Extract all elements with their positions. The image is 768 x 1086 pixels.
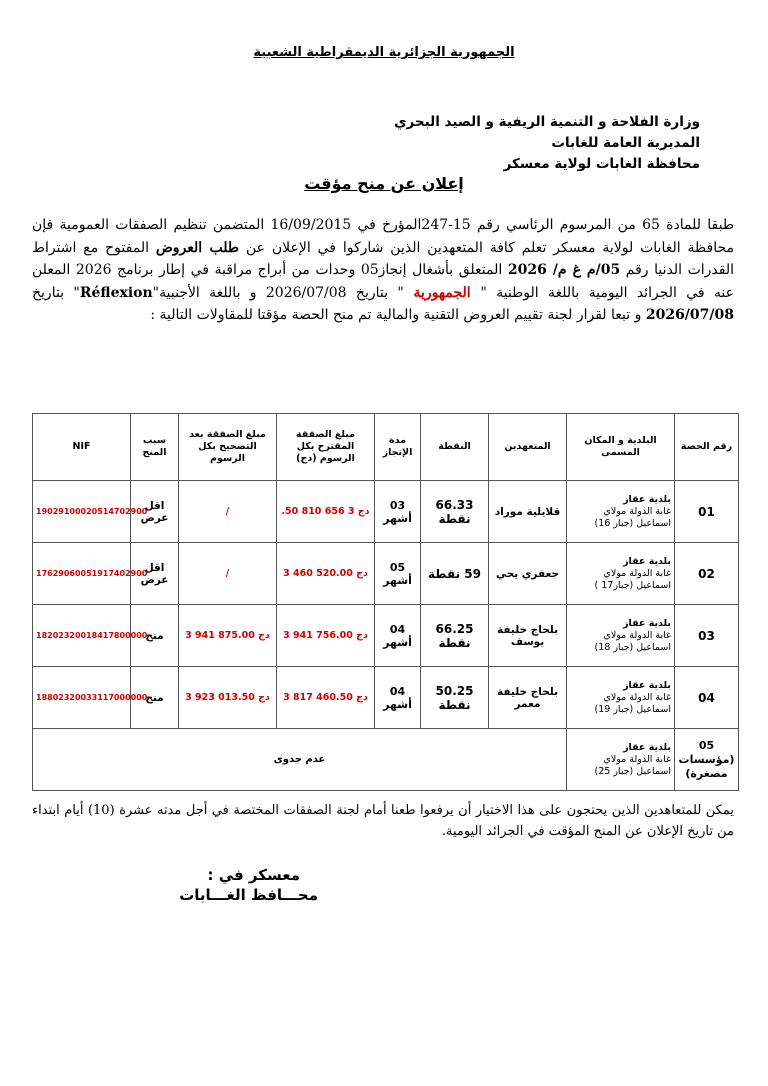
lot-place bbox=[567, 605, 675, 667]
municipality: بلدية عقاز bbox=[623, 493, 671, 505]
bidder-score: 59 نقطة bbox=[421, 543, 489, 605]
publication-date: 2026/07/08 bbox=[645, 307, 734, 323]
proposed-amount: .50 810 656 3 دج bbox=[277, 481, 375, 543]
award-reason: منح bbox=[131, 667, 179, 729]
lot-number: 02 bbox=[675, 543, 739, 605]
corrected-amount: 3 941 875.00 دج bbox=[179, 605, 277, 667]
bidder-name: جعفري يحي bbox=[489, 543, 567, 605]
lot-place bbox=[567, 543, 675, 605]
award-reason: منح bbox=[131, 605, 179, 667]
body-part-2: المفتوح مع اشتراط القدرات الدنيا رقم bbox=[32, 239, 734, 278]
bidder-name: بلحاج خليفة معمر bbox=[489, 667, 567, 729]
corrected-amount: / bbox=[179, 543, 277, 605]
bidder-name: بلحاج خليفة يوسف bbox=[489, 605, 567, 667]
award-reason: اقل عرض bbox=[131, 481, 179, 543]
place-detail: غابة الدولة مولاي اسماعيل (جبار 19) bbox=[594, 691, 671, 715]
body-part-5: " بتاريخ bbox=[32, 284, 80, 301]
lot-number: 05 (مؤسسات مصغرة) bbox=[675, 729, 739, 791]
lot-number: 04 bbox=[675, 667, 739, 729]
header-lot: رقم الحصة bbox=[675, 414, 739, 481]
body-part-3: المتعلق بأشغال إنجاز05 وحدات من أبراج مراقبة في إطار برنامج 2026 المعلن عنه في الجرائد اليومية باللغة الوطنية " bbox=[32, 262, 734, 301]
republic-title: الجمهورية الجزائرية الديمقراطية الشعبية bbox=[253, 45, 515, 60]
header-duration: مدة الإنجاز bbox=[375, 414, 421, 481]
proposed-amount: 3 941 756.00 دج bbox=[277, 605, 375, 667]
table-row-fruitless bbox=[33, 729, 739, 791]
award-reason: اقل عرض bbox=[131, 543, 179, 605]
lot-place bbox=[567, 481, 675, 543]
body-part-1: طبقا للمادة 65 من المرسوم الرئاسي رقم 15-247المؤرخ في 16/09/2015 المتضمن تنظيم الصفقات العمومية فإن محافظة الغابات لولاية معسكر تعلم كافة المتعهدين الذين شاركوا في الإعلان عن bbox=[32, 217, 735, 256]
body-part-4: " بتاريخ 2026/07/08 و باللغة الأجنبية" bbox=[152, 284, 404, 301]
offer-type: طلب العروض bbox=[155, 239, 240, 256]
header-amount: مبلغ الصفقة المقترح بكل الرسوم (دج) bbox=[277, 414, 375, 481]
nif-number: 176290600519174029‍00 bbox=[33, 543, 131, 605]
signature-place: معسكر في : bbox=[207, 866, 300, 884]
completion-duration: 05 أشهر bbox=[375, 543, 421, 605]
nif-number: 190291000205147029‍00 bbox=[33, 481, 131, 543]
fruitless-status: عدم جدوى bbox=[33, 729, 567, 791]
completion-duration: 04 أشهر bbox=[375, 605, 421, 667]
body-part-6: و تبعا لقرار لجنة تقييم العروض التقنية والمالية تم منح الحصة مؤقتا للمقاولات التالية : bbox=[150, 307, 646, 323]
announcement-title: إعلان عن منح مؤقت bbox=[304, 174, 464, 193]
conservation-name: محافظة الغابات لولاية معسكر bbox=[503, 156, 700, 172]
nif-number: 182023200184178000‍00 bbox=[33, 605, 131, 667]
bidder-score: 66.33 نقطة bbox=[421, 481, 489, 543]
signature-title: محـــافظ الغـــابات bbox=[179, 886, 318, 904]
announcement-body bbox=[32, 214, 734, 327]
lot-number: 03 bbox=[675, 605, 739, 667]
proposed-amount: 3 817 460.50 دج bbox=[277, 667, 375, 729]
table-row bbox=[33, 667, 739, 729]
bidder-score: 66.25 نقطة bbox=[421, 605, 489, 667]
header-corrected: مبلغ الصفقة بعد التصحيح بكل الرسوم bbox=[179, 414, 277, 481]
place-detail: غابة الدولة مولاي اسماعيل (جبار 16) bbox=[594, 505, 671, 529]
header-nif: NIF bbox=[33, 414, 131, 481]
lot-place bbox=[567, 729, 675, 791]
table-row bbox=[33, 481, 739, 543]
nif-number: 188023200331170000‍00 bbox=[33, 667, 131, 729]
completion-duration: 04 أشهر bbox=[375, 667, 421, 729]
municipality: بلدية عقاز bbox=[623, 679, 671, 691]
header-score: النقطة bbox=[421, 414, 489, 481]
appeal-notice: يمكن للمتعاهدين الذين يحتجون على هذا الاختيار أن يرفعوا طعنا أمام لجنة الصفقات المختصة في أجل مدته عشرة (10) أيام ابتداء من تاريخ الإعلان عن المنح المؤقت في الجرائد اليومية. bbox=[32, 803, 734, 839]
header-reason: سبب المنح bbox=[131, 414, 179, 481]
newspaper-arabic: الجمهورية bbox=[403, 284, 481, 301]
municipality: بلدية عقاز bbox=[623, 555, 671, 567]
proposed-amount: 3 460 520.00 دج bbox=[277, 543, 375, 605]
bidder-score: 50.25 نقطة bbox=[421, 667, 489, 729]
corrected-amount: / bbox=[179, 481, 277, 543]
header-place: البلدية و المكان المسمى bbox=[567, 414, 675, 481]
municipality: بلدية عقاز bbox=[623, 741, 671, 753]
municipality: بلدية عقاز bbox=[623, 617, 671, 629]
place-detail: غابة الدولة مولاي اسماعيل (جبار 25) bbox=[594, 753, 671, 777]
table-row bbox=[33, 605, 739, 667]
table-row bbox=[33, 543, 739, 605]
directorate-name: المديرية العامة للغابات bbox=[551, 135, 700, 151]
tender-reference: 05/م غ م/ 2026 bbox=[507, 262, 621, 278]
newspaper-french: Réflexion bbox=[79, 284, 153, 301]
header-bidder: المتعهدين bbox=[489, 414, 567, 481]
lot-number: 01 bbox=[675, 481, 739, 543]
table-header-row bbox=[33, 414, 739, 481]
corrected-amount: 3 923 013.50 دج bbox=[179, 667, 277, 729]
lot-place bbox=[567, 667, 675, 729]
ministry-name: وزارة الفلاحة و التنمية الريفية و الصيد البحري bbox=[394, 114, 700, 130]
bidder-name: قلايلية موراد bbox=[489, 481, 567, 543]
completion-duration: 03 أشهر bbox=[375, 481, 421, 543]
place-detail: غابة الدولة مولاي اسماعيل (جبار 18) bbox=[594, 629, 671, 653]
award-table bbox=[32, 413, 739, 791]
place-detail: غابة الدولة مولاي اسماعيل (جبار17 ) bbox=[594, 567, 671, 591]
